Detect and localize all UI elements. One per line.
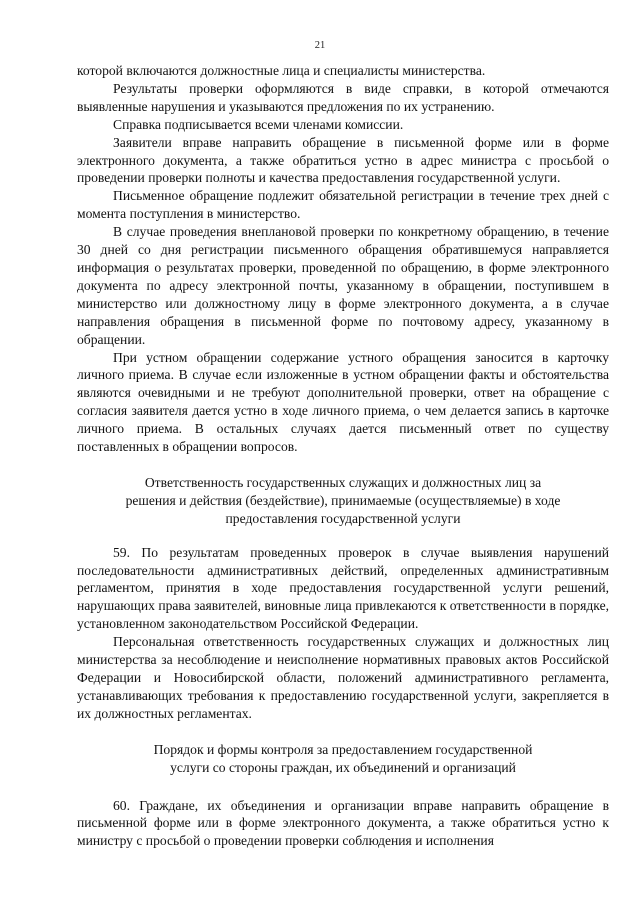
heading-line: Ответственность государственных служащих и должностных лиц за (144, 474, 542, 490)
section-heading-responsibility (77, 474, 609, 528)
paragraph-59: 59. По результатам проведенных проверок в случае выявления нарушений последовательности административных действий, определенных административным регламентом, принятия в ходе предоставления государственной услуги решений, нарушающих права заявителей, виновные лица привлекаются к ответственности в порядке, установленном законодательством Российской Федерации. (77, 544, 609, 632)
heading-line: услуги со стороны граждан, их объединений и организаций (170, 759, 516, 775)
paragraph: Справка подписывается всеми членами комиссии. (113, 116, 404, 132)
paragraph: Письменное обращение подлежит обязательной регистрации в течение трех дней с момента поступления в министерство. (77, 188, 609, 222)
paragraph: Заявители вправе направить обращение в письменной форме или в форме электронного документа, а также обратиться устно в адрес министра с просьбой о проведении проверки полноты и качества предоставления государственной услуги. (77, 134, 609, 186)
heading-line: предоставления государственной услуги (225, 510, 461, 526)
paragraph-continuation: которой включаются должностные лица и специалисты министерства. (77, 63, 486, 78)
paragraph: В случае проведения внеплановой проверки по конкретному обращению, в течение 30 дней со дня регистрации письменного обращения обратившемуся направляется информация о результатах проверки, проведенной по обращению, в форме электронного документа по адресу электронной почты, указанному в обращении, поступившем в министерство или должностному лицу в форме электронного документа, а в случае направления обращения в письменной форме по почтовому адресу, указанному в обращении. (77, 224, 609, 347)
document-body (77, 62, 609, 850)
paragraph-60: 60. Граждане, их объединения и организации вправе направить обращение в письменной форме или в форме электронного документа, а также обратиться устно к министру с просьбой о проведении проверки соблюдения и исполнения (77, 797, 609, 849)
page-number: 21 (314, 40, 326, 51)
heading-line: Порядок и формы контроля за предоставлением государственной (153, 741, 533, 757)
section-heading-control (77, 741, 609, 777)
paragraph: Персональная ответственность государственных служащих и должностных лиц министерства за несоблюдение и неисполнение нормативных правовых актов Российской Федерации и Новосибирской области, положений административного регламента, устанавливающих требования к предоставлению государственной услуги, закрепляется в их должностных регламентах. (77, 634, 609, 721)
paragraph: При устном обращении содержание устного обращения заносится в карточку личного приема. В случае если изложенные в устном обращении факты и обстоятельства являются очевидными и не требуют дополнительной проверки, ответ на обращение с согласия заявителя дается устно в ходе личного приема, о чем делается запись в карточке личного приема. В остальных случаях дается письменный ответ по существу поставленных в обращении вопросов. (77, 349, 609, 455)
paragraph: Результаты проверки оформляются в виде справки, в которой отмечаются выявленные нарушения и указываются предложения по их устранению. (77, 80, 609, 114)
heading-line: решения и действия (бездействие), принимаемые (осуществляемые) в ходе (125, 492, 561, 508)
